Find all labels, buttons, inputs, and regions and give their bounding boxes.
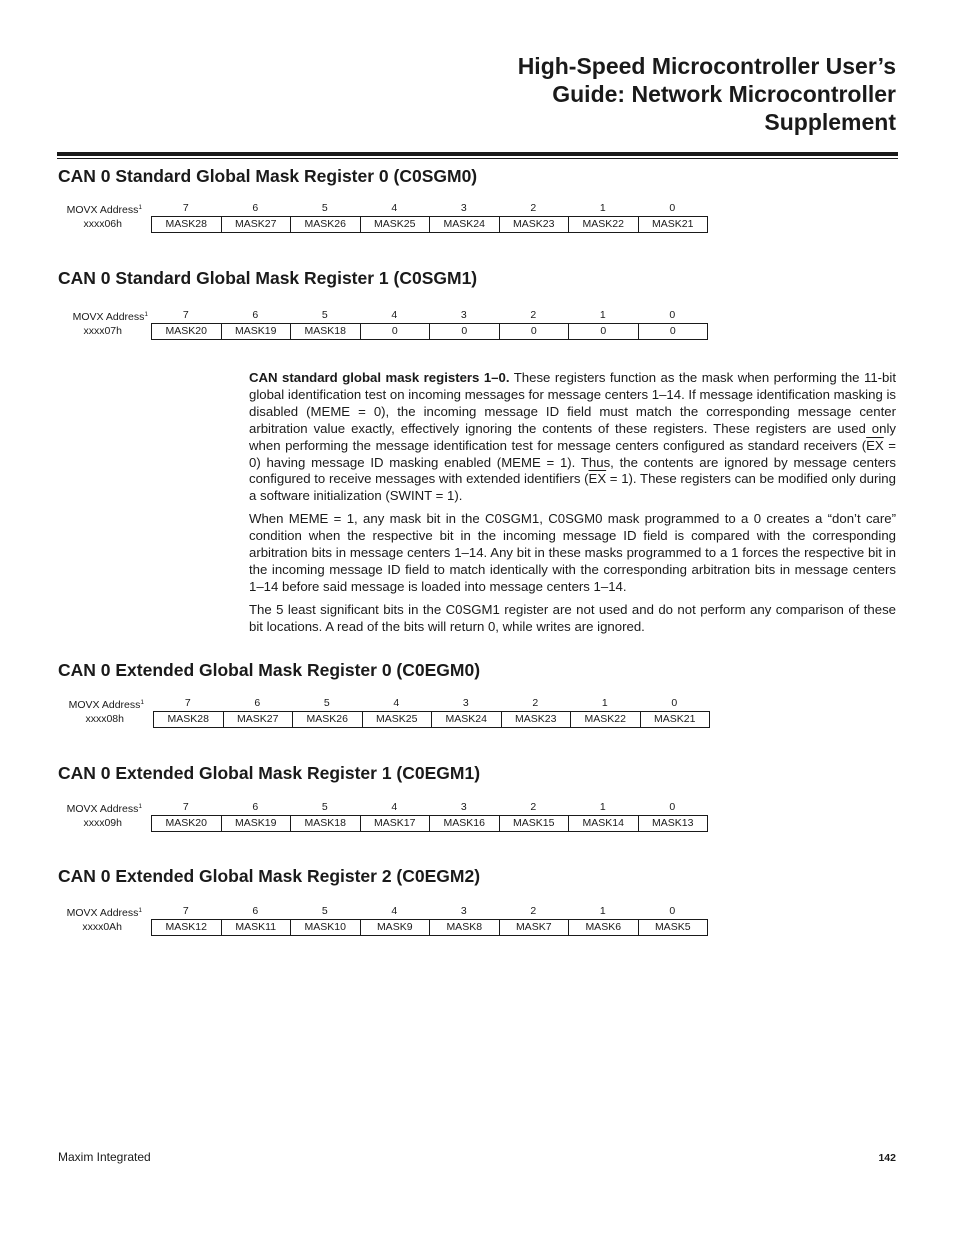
bit-cell: MASK18	[291, 815, 361, 832]
bit-cell: MASK5	[639, 919, 709, 936]
bit-number: 6	[252, 905, 259, 917]
bit-cell: MASK18	[291, 323, 361, 340]
bit-cell: MASK26	[293, 711, 363, 728]
bit-number: 3	[460, 202, 467, 214]
bit-number: 7	[182, 309, 189, 321]
bit-number: 7	[182, 905, 189, 917]
register-table-c0egm1	[58, 799, 718, 832]
bit-number: 2	[530, 801, 537, 813]
address-label: MOVX Address$^1$	[66, 907, 142, 919]
bit-number: 1	[599, 309, 606, 321]
bit-cell: MASK26	[291, 216, 361, 233]
bit-number: 1	[599, 202, 606, 214]
bit-cell: 0	[361, 323, 431, 340]
bit-cell: MASK16	[430, 815, 500, 832]
bit-cell: MASK28	[154, 711, 224, 728]
header-rule-thin	[57, 158, 898, 159]
register-table-c0sgm1	[58, 307, 718, 340]
bit-cell: MASK23	[502, 711, 572, 728]
bit-cell: 0	[569, 323, 639, 340]
bit-number: 4	[391, 905, 398, 917]
bit-number: 7	[182, 202, 189, 214]
register-address: xxxx06h	[83, 218, 122, 230]
bit-number: 3	[462, 697, 469, 709]
bit-number: 6	[252, 801, 259, 813]
document-title	[336, 52, 896, 136]
bit-number: 5	[323, 697, 330, 709]
bit-number: 3	[460, 905, 467, 917]
footer-company: Maxim Integrated	[58, 1150, 151, 1164]
ex-overline-term: $\overline{EX}$	[588, 471, 607, 487]
header-rule-thick	[57, 152, 898, 156]
bit-cell: MASK22	[569, 216, 639, 233]
bit-number: 0	[669, 905, 676, 917]
bit-cell: MASK11	[222, 919, 292, 936]
bit-number: 5	[321, 801, 328, 813]
bit-number: 1	[599, 801, 606, 813]
bit-cell: 0	[500, 323, 570, 340]
bit-cell: MASK23	[500, 216, 570, 233]
bit-number: 0	[669, 801, 676, 813]
bit-cell: 0	[430, 323, 500, 340]
bit-number-row	[151, 307, 707, 323]
page-number: 142	[878, 1152, 896, 1164]
bit-cells	[151, 323, 708, 340]
bit-number: 4	[391, 309, 398, 321]
bit-cells	[151, 815, 708, 832]
bit-cells	[151, 216, 708, 233]
bit-cell: MASK19	[222, 815, 292, 832]
bit-number: 7	[184, 697, 191, 709]
bit-number: 6	[252, 202, 259, 214]
register-table-c0sgm0	[58, 200, 718, 233]
bit-number: 2	[530, 905, 537, 917]
bit-cell: MASK28	[152, 216, 222, 233]
address-label: MOVX Address$^1$	[66, 204, 142, 216]
bit-number: 7	[182, 801, 189, 813]
bit-number: 3	[460, 801, 467, 813]
bit-number-row	[153, 695, 709, 711]
address-label: MOVX Address$^1$	[68, 699, 144, 711]
ex-overline-term: $\overline{EX}$	[866, 437, 884, 453]
bit-cell: MASK24	[430, 216, 500, 233]
description-paragraph: The 5 least significant bits in the C0SGM1 register are not used and do not perform any comparison of these bit locations. A read of the bits will return 0, while writes are ignored.	[249, 601, 896, 634]
bit-cell: MASK25	[361, 216, 431, 233]
bit-cell: MASK25	[363, 711, 433, 728]
register-heading-c0egm1: CAN 0 Extended Global Mask Register 1 (C0EGM1)	[58, 763, 481, 783]
register-address: xxxx09h	[83, 817, 122, 829]
bit-number: 0	[669, 202, 676, 214]
register-heading-c0sgm1: CAN 0 Standard Global Mask Register 1 (C0SGM1)	[58, 268, 478, 288]
bit-number: 4	[391, 202, 398, 214]
bit-number: 1	[599, 905, 606, 917]
bit-cell: MASK20	[152, 815, 222, 832]
bit-cell: MASK9	[361, 919, 431, 936]
register-description	[249, 370, 896, 642]
register-heading-c0egm2: CAN 0 Extended Global Mask Register 2 (C0EGM2)	[58, 866, 481, 886]
bit-number: 5	[321, 202, 328, 214]
document-title-line: Guide: Network Microcontroller	[552, 81, 896, 107]
bit-cell: MASK22	[571, 711, 641, 728]
bit-number: 2	[532, 697, 539, 709]
bit-number: 6	[252, 309, 259, 321]
bit-number: 5	[321, 309, 328, 321]
address-label: MOVX Address$^1$	[66, 803, 142, 815]
bit-number-row	[151, 903, 707, 919]
bit-cell: MASK7	[500, 919, 570, 936]
description-paragraph: CAN standard global mask registers 1–0. These registers function as the mask when performing the 11-bit global identification test on incoming messages for message centers 1–14. If message identification masking is disabled (MEME = 0), the incoming message ID field must match the corresponding message center arbitration value exactly, effectively ignoring the contents of these registers. These registers are used only when performing the message identification test for message centers configured as standard receivers $(\overline{EX} = 0)$ having message ID masking enabled (MEME = 1). Thus, the contents are ignored by message centers configured to receive messages with extended identifiers $(\overline{EX} = 1)$. These registers can be modified only during a software initialization (SWINT = 1).	[249, 370, 896, 504]
description-lead: CAN standard global mask registers 1–0.	[249, 370, 510, 385]
bit-number: 4	[391, 801, 398, 813]
description-paragraph: When MEME = 1, any mask bit in the C0SGM1, C0SGM0 mask programmed to a 0 creates a “don’t care” condition when the respective bit in the incoming message ID field is compared with the corresponding arbitration bits in message centers 1–14. Any bit in these masks programmed to a 1 forces the respective bit in the incoming message ID field to match identically with the corresponding arbitration bits in message centers 1–14 before said message is loaded into message centers 1–14.	[249, 511, 896, 594]
register-address: xxxx0Ah	[82, 921, 122, 933]
document-title-line: Supplement	[764, 109, 896, 135]
bit-cell: 0	[639, 323, 709, 340]
bit-cell: MASK21	[639, 216, 709, 233]
bit-number: 3	[460, 309, 467, 321]
bit-cell: MASK17	[361, 815, 431, 832]
document-title-line: High-Speed Microcontroller User’s	[517, 53, 896, 79]
bit-number-row	[151, 200, 707, 216]
register-table-c0egm2	[58, 903, 718, 936]
bit-number: 0	[671, 697, 678, 709]
bit-number-row	[151, 799, 707, 815]
bit-cells	[153, 711, 710, 728]
register-heading-c0egm0: CAN 0 Extended Global Mask Register 0 (C0EGM0)	[58, 660, 481, 680]
bit-cell: MASK12	[152, 919, 222, 936]
register-heading-c0sgm0: CAN 0 Standard Global Mask Register 0 (C0SGM0)	[58, 166, 478, 186]
bit-cells	[151, 919, 708, 936]
bit-number: 2	[530, 309, 537, 321]
bit-cell: MASK20	[152, 323, 222, 340]
register-table-c0egm0	[58, 695, 718, 728]
bit-cell: MASK24	[432, 711, 502, 728]
bit-number: 2	[530, 202, 537, 214]
bit-cell: MASK21	[641, 711, 711, 728]
bit-cell: MASK10	[291, 919, 361, 936]
bit-number: 0	[669, 309, 676, 321]
bit-number: 6	[254, 697, 261, 709]
register-address: xxxx07h	[83, 325, 122, 337]
bit-number: 1	[601, 697, 608, 709]
bit-cell: MASK14	[569, 815, 639, 832]
address-label: MOVX Address$^1$	[72, 311, 148, 323]
bit-number: 4	[393, 697, 400, 709]
register-address: xxxx08h	[85, 713, 124, 725]
bit-cell: MASK6	[569, 919, 639, 936]
bit-cell: MASK15	[500, 815, 570, 832]
bit-cell: MASK27	[222, 216, 292, 233]
bit-cell: MASK8	[430, 919, 500, 936]
bit-cell: MASK19	[222, 323, 292, 340]
bit-cell: MASK13	[639, 815, 709, 832]
bit-number: 5	[321, 905, 328, 917]
bit-cell: MASK27	[224, 711, 294, 728]
